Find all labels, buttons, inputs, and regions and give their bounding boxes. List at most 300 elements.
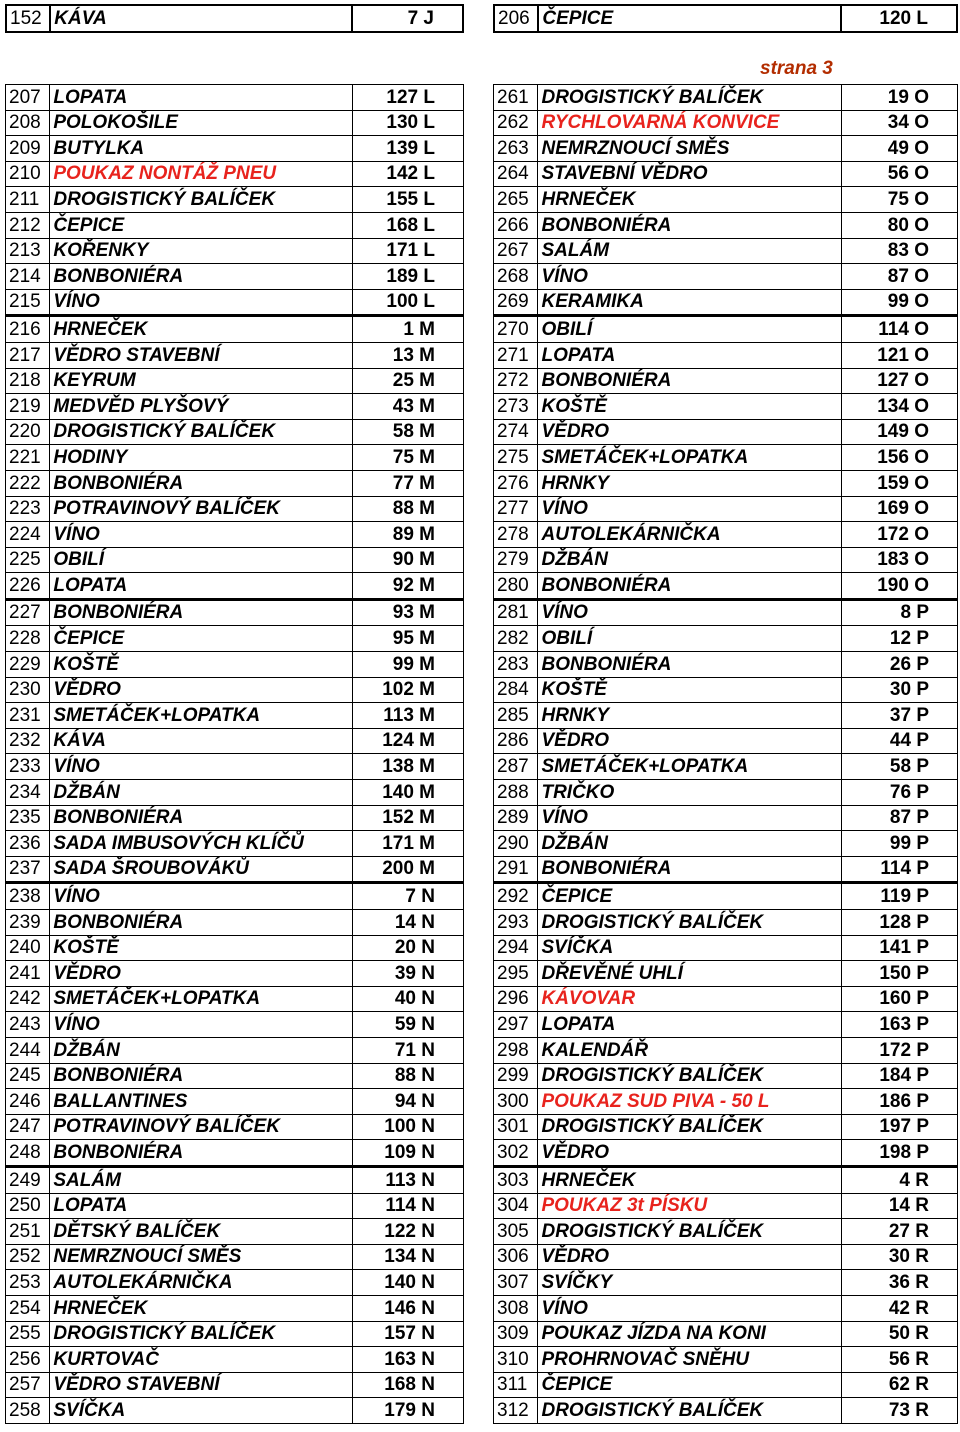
item-number: 231 <box>6 703 50 729</box>
table-row <box>494 1063 958 1089</box>
item-number: 306 <box>494 1244 538 1270</box>
item-value: 36 R <box>841 1270 957 1296</box>
item-name: LOPATA <box>538 1012 841 1038</box>
item-number: 212 <box>6 212 50 238</box>
item-name: DROGISTICKÝ BALÍČEK <box>538 1219 841 1245</box>
item-number: 297 <box>494 1012 538 1038</box>
item-number: 298 <box>494 1037 538 1063</box>
item-value: 140 N <box>353 1270 464 1296</box>
table-row <box>494 316 958 343</box>
table-row <box>6 1372 464 1398</box>
item-name: SMETÁČEK+LOPATKA <box>50 986 353 1012</box>
table-row <box>6 935 464 961</box>
item-value: 95 M <box>353 626 464 652</box>
item-value: 114 P <box>841 856 957 883</box>
item-name: BONBONIÉRA <box>50 264 353 290</box>
item-value: 120 L <box>841 5 957 32</box>
item-number: 236 <box>6 831 50 857</box>
item-number: 246 <box>6 1089 50 1115</box>
table-row <box>494 677 958 703</box>
item-value: 56 R <box>841 1347 957 1373</box>
item-value: 99 P <box>841 831 957 857</box>
item-value: 159 O <box>841 470 957 496</box>
item-number: 216 <box>6 316 50 343</box>
table-row <box>6 652 464 678</box>
prize-table-right <box>493 84 958 1424</box>
table-row <box>6 496 464 522</box>
item-number: 265 <box>494 187 538 213</box>
item-name: KOŠTĚ <box>538 394 841 420</box>
table-row <box>6 961 464 987</box>
item-number: 304 <box>494 1193 538 1219</box>
item-number: 252 <box>6 1244 50 1270</box>
item-number: 218 <box>6 368 50 394</box>
item-name: BALLANTINES <box>50 1089 353 1115</box>
table-row <box>6 470 464 496</box>
item-number: 245 <box>6 1063 50 1089</box>
item-value: 134 O <box>841 394 957 420</box>
table-row <box>494 1347 958 1373</box>
item-value: 197 P <box>841 1114 957 1140</box>
item-value: 127 L <box>353 85 464 111</box>
table-row <box>494 1372 958 1398</box>
item-name: VÍNO <box>50 1012 353 1038</box>
item-number: 262 <box>494 110 538 136</box>
item-value: 27 R <box>841 1219 957 1245</box>
item-value: 14 R <box>841 1193 957 1219</box>
item-number: 235 <box>6 805 50 831</box>
table-row <box>494 496 958 522</box>
item-name: PROHRNOVAČ SNĚHU <box>538 1347 841 1373</box>
item-value: 149 O <box>841 419 957 445</box>
item-name: NEMRZNOUCÍ SMĚS <box>50 1244 353 1270</box>
item-value: 42 R <box>841 1295 957 1321</box>
item-name: KOŘENKY <box>50 238 353 264</box>
item-number: 221 <box>6 445 50 471</box>
table-row <box>494 1193 958 1219</box>
item-number: 228 <box>6 626 50 652</box>
item-number: 305 <box>494 1219 538 1245</box>
item-name: POUKAZ NONTÁŽ PNEU <box>50 161 353 187</box>
item-number: 214 <box>6 264 50 290</box>
item-name: SALÁM <box>50 1166 353 1193</box>
table-row <box>6 986 464 1012</box>
item-name: SVÍČKY <box>538 1270 841 1296</box>
table-row <box>494 1089 958 1115</box>
table-row <box>6 547 464 573</box>
item-number: 226 <box>6 573 50 600</box>
item-value: 140 M <box>353 780 464 806</box>
item-name: BONBONIÉRA <box>50 599 353 626</box>
item-name: BONBONIÉRA <box>50 470 353 496</box>
table-row <box>494 1166 958 1193</box>
item-value: 75 M <box>353 445 464 471</box>
table-row <box>6 1244 464 1270</box>
table-row <box>494 986 958 1012</box>
item-value: 76 P <box>841 780 957 806</box>
item-value: 56 O <box>841 161 957 187</box>
item-number: 232 <box>6 728 50 754</box>
item-value: 62 R <box>841 1372 957 1398</box>
item-number: 308 <box>494 1295 538 1321</box>
item-name: VÍNO <box>50 289 353 316</box>
item-value: 83 O <box>841 238 957 264</box>
item-value: 44 P <box>841 728 957 754</box>
table-row <box>494 754 958 780</box>
table-row <box>494 728 958 754</box>
item-value: 179 N <box>353 1398 464 1424</box>
item-number: 290 <box>494 831 538 857</box>
item-number: 266 <box>494 212 538 238</box>
item-value: 114 O <box>841 316 957 343</box>
item-number: 299 <box>494 1063 538 1089</box>
table-row <box>6 342 464 368</box>
item-number: 273 <box>494 394 538 420</box>
item-name: SMETÁČEK+LOPATKA <box>538 445 841 471</box>
table-row <box>494 805 958 831</box>
item-value: 172 P <box>841 1037 957 1063</box>
item-value: 88 M <box>353 496 464 522</box>
item-number: 311 <box>494 1372 538 1398</box>
item-name: HODINY <box>50 445 353 471</box>
item-number: 270 <box>494 316 538 343</box>
item-number: 223 <box>6 496 50 522</box>
table-row <box>494 445 958 471</box>
table-row <box>494 626 958 652</box>
item-value: 89 M <box>353 522 464 548</box>
table-row <box>494 573 958 600</box>
item-name: DROGISTICKÝ BALÍČEK <box>50 419 353 445</box>
table-row <box>494 136 958 162</box>
table-row <box>494 522 958 548</box>
item-number: 303 <box>494 1166 538 1193</box>
table-row <box>6 289 464 316</box>
item-number: 263 <box>494 136 538 162</box>
table-row <box>494 470 958 496</box>
item-number: 310 <box>494 1347 538 1373</box>
item-number: 268 <box>494 264 538 290</box>
item-name: VĚDRO STAVEBNÍ <box>50 1372 353 1398</box>
item-number: 285 <box>494 703 538 729</box>
table-row <box>6 910 464 936</box>
item-name: HRNKY <box>538 703 841 729</box>
item-name: DROGISTICKÝ BALÍČEK <box>538 1063 841 1089</box>
item-value: 94 N <box>353 1089 464 1115</box>
table-row <box>494 831 958 857</box>
table-row <box>494 1114 958 1140</box>
item-value: 171 M <box>353 831 464 857</box>
table-row <box>6 85 464 111</box>
item-number: 295 <box>494 961 538 987</box>
table-row <box>494 703 958 729</box>
item-number: 224 <box>6 522 50 548</box>
table-row <box>6 599 464 626</box>
item-value: 20 N <box>353 935 464 961</box>
table-row <box>494 212 958 238</box>
item-value: 40 N <box>353 986 464 1012</box>
item-value: 102 M <box>353 677 464 703</box>
item-number: 237 <box>6 856 50 883</box>
item-name: STAVEBNÍ VĚDRO <box>538 161 841 187</box>
item-name: AUTOLEKÁRNIČKA <box>50 1270 353 1296</box>
item-number: 312 <box>494 1398 538 1424</box>
header-table-right <box>493 4 958 33</box>
item-name: NEMRZNOUCÍ SMĚS <box>538 136 841 162</box>
item-value: 198 P <box>841 1140 957 1167</box>
item-number: 284 <box>494 677 538 703</box>
table-row <box>6 1166 464 1193</box>
item-value: 90 M <box>353 547 464 573</box>
item-name: OBILÍ <box>538 316 841 343</box>
item-name: KOŠTĚ <box>50 652 353 678</box>
item-number: 279 <box>494 547 538 573</box>
item-number: 277 <box>494 496 538 522</box>
table-row <box>6 780 464 806</box>
item-number: 251 <box>6 1219 50 1245</box>
table-row <box>6 1140 464 1167</box>
item-value: 39 N <box>353 961 464 987</box>
item-value: 157 N <box>353 1321 464 1347</box>
item-value: 121 O <box>841 342 957 368</box>
item-name: DROGISTICKÝ BALÍČEK <box>50 1321 353 1347</box>
item-name: KOŠTĚ <box>538 677 841 703</box>
item-number: 254 <box>6 1295 50 1321</box>
table-row <box>6 1012 464 1038</box>
item-number: 243 <box>6 1012 50 1038</box>
item-value: 163 N <box>353 1347 464 1373</box>
item-name: VÍNO <box>538 264 841 290</box>
item-number: 253 <box>6 1270 50 1296</box>
item-number: 215 <box>6 289 50 316</box>
item-value: 156 O <box>841 445 957 471</box>
table-row <box>494 1295 958 1321</box>
item-value: 37 P <box>841 703 957 729</box>
table-row <box>6 805 464 831</box>
item-number: 250 <box>6 1193 50 1219</box>
item-value: 127 O <box>841 368 957 394</box>
item-number: 208 <box>6 110 50 136</box>
item-number: 293 <box>494 910 538 936</box>
table-row <box>6 419 464 445</box>
item-value: 34 O <box>841 110 957 136</box>
item-value: 189 L <box>353 264 464 290</box>
item-name: POTRAVINOVÝ BALÍČEK <box>50 1114 353 1140</box>
item-name: DROGISTICKÝ BALÍČEK <box>538 1398 841 1424</box>
item-number: 240 <box>6 935 50 961</box>
item-number: 244 <box>6 1037 50 1063</box>
table-row <box>6 1347 464 1373</box>
item-value: 1 M <box>353 316 464 343</box>
table-row <box>494 1398 958 1424</box>
table-row <box>6 1321 464 1347</box>
item-value: 59 N <box>353 1012 464 1038</box>
item-value: 138 M <box>353 754 464 780</box>
item-name: VĚDRO STAVEBNÍ <box>50 342 353 368</box>
item-name: SMETÁČEK+LOPATKA <box>50 703 353 729</box>
item-number: 247 <box>6 1114 50 1140</box>
table-row <box>6 677 464 703</box>
item-name: HRNKY <box>538 470 841 496</box>
table-row <box>6 831 464 857</box>
item-name: VĚDRO <box>538 728 841 754</box>
item-value: 99 M <box>353 652 464 678</box>
item-value: 30 R <box>841 1244 957 1270</box>
item-name: SVÍČKA <box>538 935 841 961</box>
item-name: DŽBÁN <box>50 1037 353 1063</box>
item-value: 168 N <box>353 1372 464 1398</box>
header-table-left <box>5 4 464 33</box>
item-value: 150 P <box>841 961 957 987</box>
item-number: 249 <box>6 1166 50 1193</box>
table-row <box>6 573 464 600</box>
table-row <box>494 1140 958 1167</box>
item-value: 141 P <box>841 935 957 961</box>
table-row <box>6 754 464 780</box>
item-value: 168 L <box>353 212 464 238</box>
item-name: VÍNO <box>538 1295 841 1321</box>
item-number: 234 <box>6 780 50 806</box>
item-value: 190 O <box>841 573 957 600</box>
item-name: DROGISTICKÝ BALÍČEK <box>538 910 841 936</box>
item-number: 278 <box>494 522 538 548</box>
item-number: 222 <box>6 470 50 496</box>
item-name: VĚDRO <box>538 1244 841 1270</box>
item-name: DŽBÁN <box>50 780 353 806</box>
item-value: 30 P <box>841 677 957 703</box>
item-value: 87 P <box>841 805 957 831</box>
table-row <box>6 626 464 652</box>
table-row <box>494 935 958 961</box>
item-name: VĚDRO <box>538 1140 841 1167</box>
item-number: 282 <box>494 626 538 652</box>
item-name: SALÁM <box>538 238 841 264</box>
table-row <box>6 728 464 754</box>
item-number: 281 <box>494 599 538 626</box>
table-row <box>494 883 958 910</box>
item-name: BUTYLKA <box>50 136 353 162</box>
table-row <box>494 547 958 573</box>
table-row <box>494 289 958 316</box>
item-number: 210 <box>6 161 50 187</box>
item-value: 14 N <box>353 910 464 936</box>
prize-table-left <box>5 84 464 1424</box>
table-row <box>6 1398 464 1424</box>
table-row <box>6 883 464 910</box>
item-name: BONBONIÉRA <box>538 368 841 394</box>
table-row <box>6 445 464 471</box>
item-number: 207 <box>6 85 50 111</box>
item-number: 289 <box>494 805 538 831</box>
item-value: 130 L <box>353 110 464 136</box>
item-value: 4 R <box>841 1166 957 1193</box>
item-number: 307 <box>494 1270 538 1296</box>
item-value: 171 L <box>353 238 464 264</box>
item-value: 160 P <box>841 986 957 1012</box>
item-name: DŽBÁN <box>538 831 841 857</box>
table-row <box>494 419 958 445</box>
item-name: BONBONIÉRA <box>538 212 841 238</box>
item-value: 183 O <box>841 547 957 573</box>
table-row <box>6 212 464 238</box>
table-row <box>6 1037 464 1063</box>
item-name: ČEPICE <box>538 5 841 32</box>
header-row-left <box>6 5 463 32</box>
item-name: KEYRUM <box>50 368 353 394</box>
item-name: DROGISTICKÝ BALÍČEK <box>538 1114 841 1140</box>
table-row <box>6 368 464 394</box>
item-value: 186 P <box>841 1089 957 1115</box>
item-name: POTRAVINOVÝ BALÍČEK <box>50 496 353 522</box>
item-number: 291 <box>494 856 538 883</box>
item-name: POUKAZ 3t PÍSKU <box>538 1193 841 1219</box>
item-value: 184 P <box>841 1063 957 1089</box>
table-row <box>6 1295 464 1321</box>
item-name: BONBONIÉRA <box>538 573 841 600</box>
item-name: VÍNO <box>50 754 353 780</box>
item-value: 7 N <box>353 883 464 910</box>
item-name: KÁVA <box>50 728 353 754</box>
table-row <box>494 780 958 806</box>
item-value: 99 O <box>841 289 957 316</box>
item-name: BONBONIÉRA <box>50 910 353 936</box>
item-name: BONBONIÉRA <box>50 1140 353 1167</box>
table-row <box>6 161 464 187</box>
item-name: OBILÍ <box>50 547 353 573</box>
item-name: POUKAZ SUD PIVA - 50 L <box>538 1089 841 1115</box>
item-name: VÍNO <box>538 805 841 831</box>
item-name: LOPATA <box>538 342 841 368</box>
item-value: 109 N <box>353 1140 464 1167</box>
item-name: VÍNO <box>538 599 841 626</box>
item-value: 119 P <box>841 883 957 910</box>
item-name: VÍNO <box>50 522 353 548</box>
item-number: 272 <box>494 368 538 394</box>
item-value: 152 M <box>353 805 464 831</box>
item-value: 155 L <box>353 187 464 213</box>
item-name: DROGISTICKÝ BALÍČEK <box>538 85 841 111</box>
item-name: ČEPICE <box>50 212 353 238</box>
table-row <box>6 856 464 883</box>
item-number: 152 <box>6 5 50 32</box>
item-number: 269 <box>494 289 538 316</box>
item-name: HRNEČEK <box>538 1166 841 1193</box>
item-number: 211 <box>6 187 50 213</box>
item-name: DŘEVĚNÉ UHLÍ <box>538 961 841 987</box>
item-value: 88 N <box>353 1063 464 1089</box>
item-number: 229 <box>6 652 50 678</box>
item-value: 114 N <box>353 1193 464 1219</box>
table-row <box>6 187 464 213</box>
item-value: 58 P <box>841 754 957 780</box>
item-number: 248 <box>6 1140 50 1167</box>
table-row <box>494 652 958 678</box>
item-value: 93 M <box>353 599 464 626</box>
table-row <box>6 1270 464 1296</box>
item-number: 255 <box>6 1321 50 1347</box>
item-value: 49 O <box>841 136 957 162</box>
header-row-right <box>494 5 957 32</box>
item-value: 87 O <box>841 264 957 290</box>
item-number: 257 <box>6 1372 50 1398</box>
item-number: 217 <box>6 342 50 368</box>
item-name: SMETÁČEK+LOPATKA <box>538 754 841 780</box>
item-number: 227 <box>6 599 50 626</box>
table-row <box>494 264 958 290</box>
item-value: 163 P <box>841 1012 957 1038</box>
item-value: 77 M <box>353 470 464 496</box>
item-value: 124 M <box>353 728 464 754</box>
item-number: 233 <box>6 754 50 780</box>
